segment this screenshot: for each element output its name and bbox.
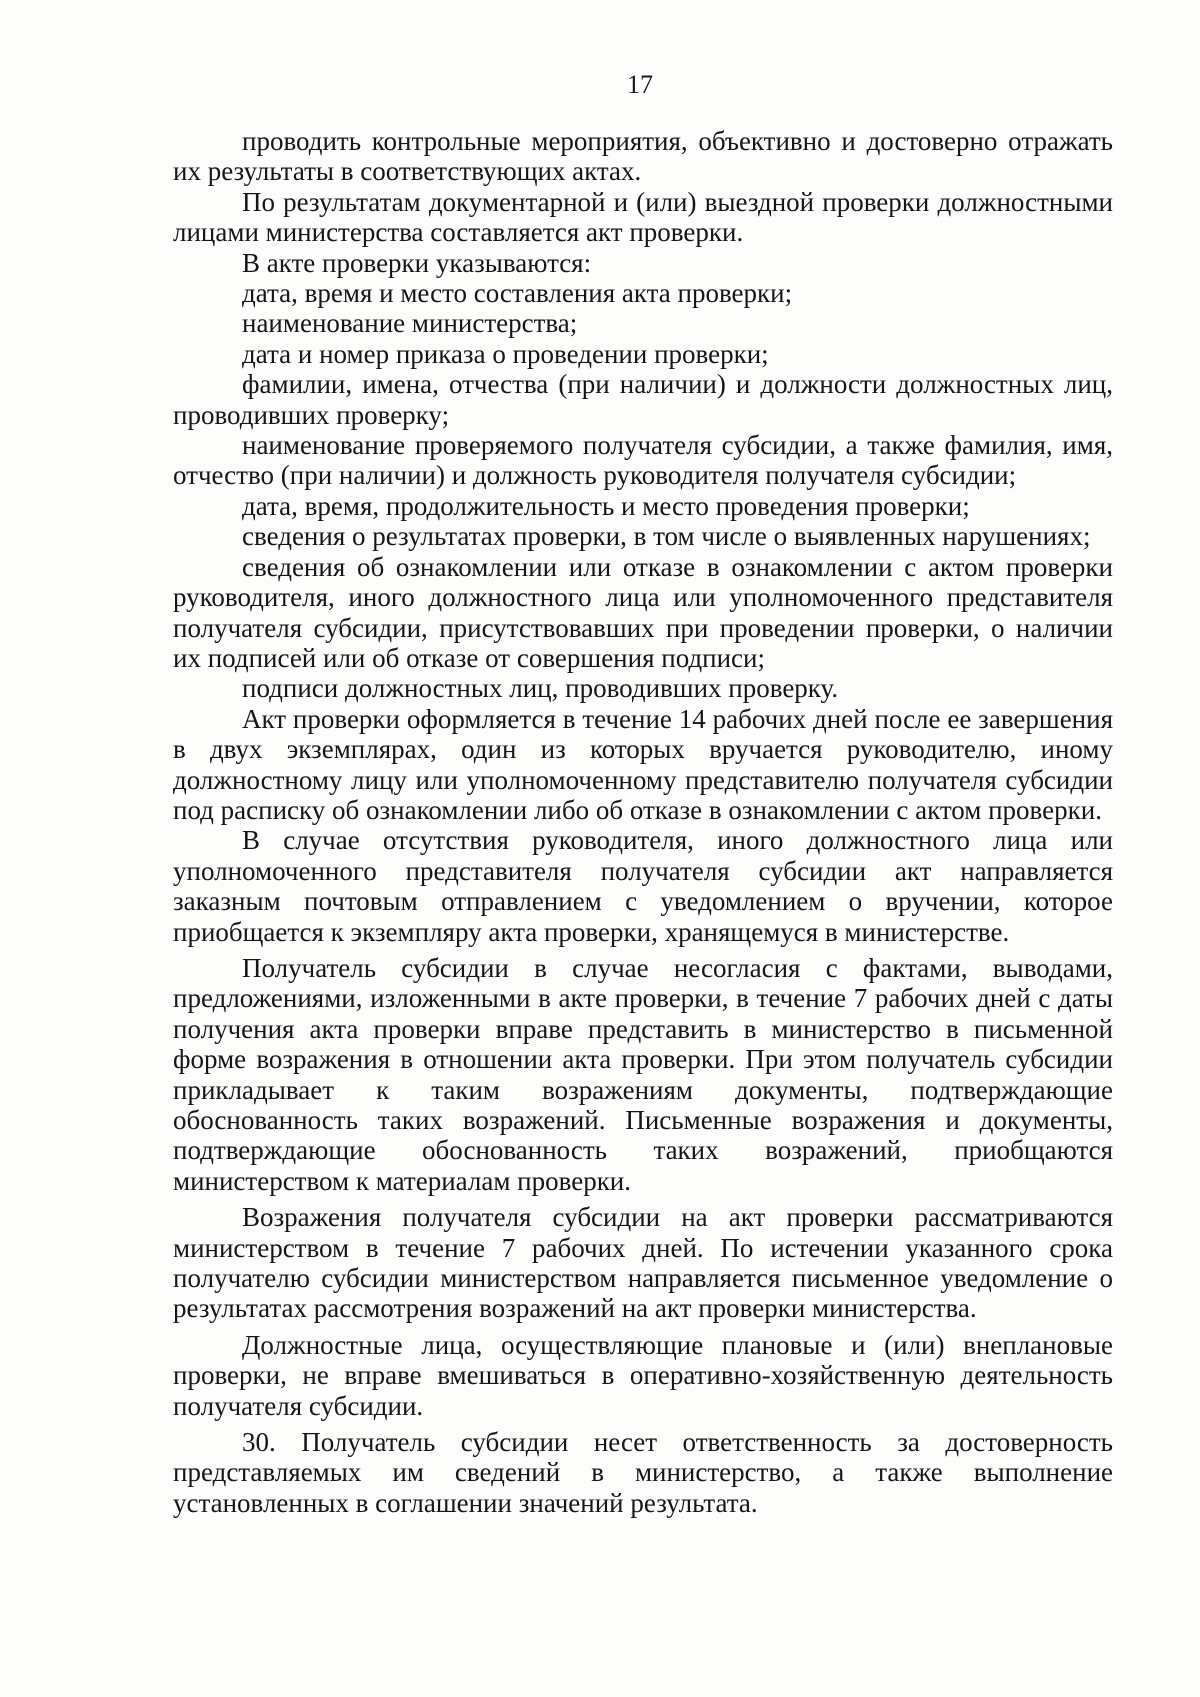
- paragraph: Должностные лица, осуществляющие плановые и (или) внеплановые проверки, не вправе вмешиваться в оперативно-хозяйственную деятельность получателя субсидии.: [173, 1329, 1113, 1421]
- paragraph: Возражения получателя субсидии на акт проверки рассматриваются министерством в течение 7 рабочих дней. По истечении указанного срока получателю субсидии министерством направляется письменное уведомление о результатах рассмотрения возражений на акт проверки министерства.: [173, 1202, 1113, 1324]
- list-item: дата и номер приказа о проведении проверки;: [242, 338, 769, 369]
- paragraph: Получатель субсидии в случае несогласия с фактами, выводами, предложениями, изложенными в акте проверки, в течение 7 рабочих дней с даты получения акта проверки вправе представить в министерство в письменной форме возражения в отношении акта проверки. При этом получатель субсидии прикладывает к таким возражениям документы, подтверждающие обоснованность таких возражений. Письменные возражения и документы, подтверждающие обоснованность таких возражений, приобщаются министерством к материалам проверки.: [173, 952, 1113, 1196]
- list-item: сведения об ознакомлении или отказе в ознакомлении с актом проверки руководителя, иного должностного лица или уполномоченного представителя получателя субсидии, присутствовавших при проведении проверки, о наличии их подписей или об отказе от совершения подписи;: [173, 551, 1113, 673]
- paragraph: проводить контрольные мероприятия, объективно и достоверно отражать их результаты в соответствующих актах.: [173, 126, 1113, 187]
- numbered-paragraph: 30. Получатель субсидии несет ответственность за достоверность представляемых им сведений в министерство, а также выполнение установленных в соглашении значений результата.: [173, 1427, 1113, 1518]
- paragraph: По результатам документарной и (или) выездной проверки должностными лицами министерства составляется акт проверки.: [173, 186, 1113, 248]
- list-item: наименование министерства;: [242, 308, 578, 339]
- list-item: наименование проверяемого получателя субсидии, а также фамилия, имя, отчество (при наличии) и должность руководителя получателя субсидии;: [173, 430, 1113, 491]
- list-item: подписи должностных лиц, проводивших проверку.: [242, 673, 839, 704]
- paragraph: В акте проверки указываются:: [242, 247, 592, 278]
- document-body: [173, 126, 1113, 1518]
- paragraph: В случае отсутствия руководителя, иного должностного лица или уполномоченного представителя получателя субсидии акт направляется заказным почтовым отправлением с уведомлением о вручении, которое приобщается к экземпляру акта проверки, хранящемуся в министерстве.: [173, 825, 1113, 947]
- list-item: дата, время и место составления акта проверки;: [242, 278, 793, 309]
- list-item: сведения о результатах проверки, в том числе о выявленных нарушениях;: [242, 521, 1091, 552]
- list-item: дата, время, продолжительность и место проведения проверки;: [242, 490, 970, 521]
- list-item: фамилии, имена, отчества (при наличии) и должности должностных лиц, проводивших проверку;: [173, 369, 1113, 430]
- page-number: 17: [627, 70, 653, 99]
- paragraph: Акт проверки оформляется в течение 14 рабочих дней после ее завершения в двух экземплярах, один из которых вручается руководителю, иному должностному лицу или уполномоченному представителю получателя субсидии под расписку об ознакомлении либо об отказе в ознакомлении с актом проверки.: [173, 703, 1113, 825]
